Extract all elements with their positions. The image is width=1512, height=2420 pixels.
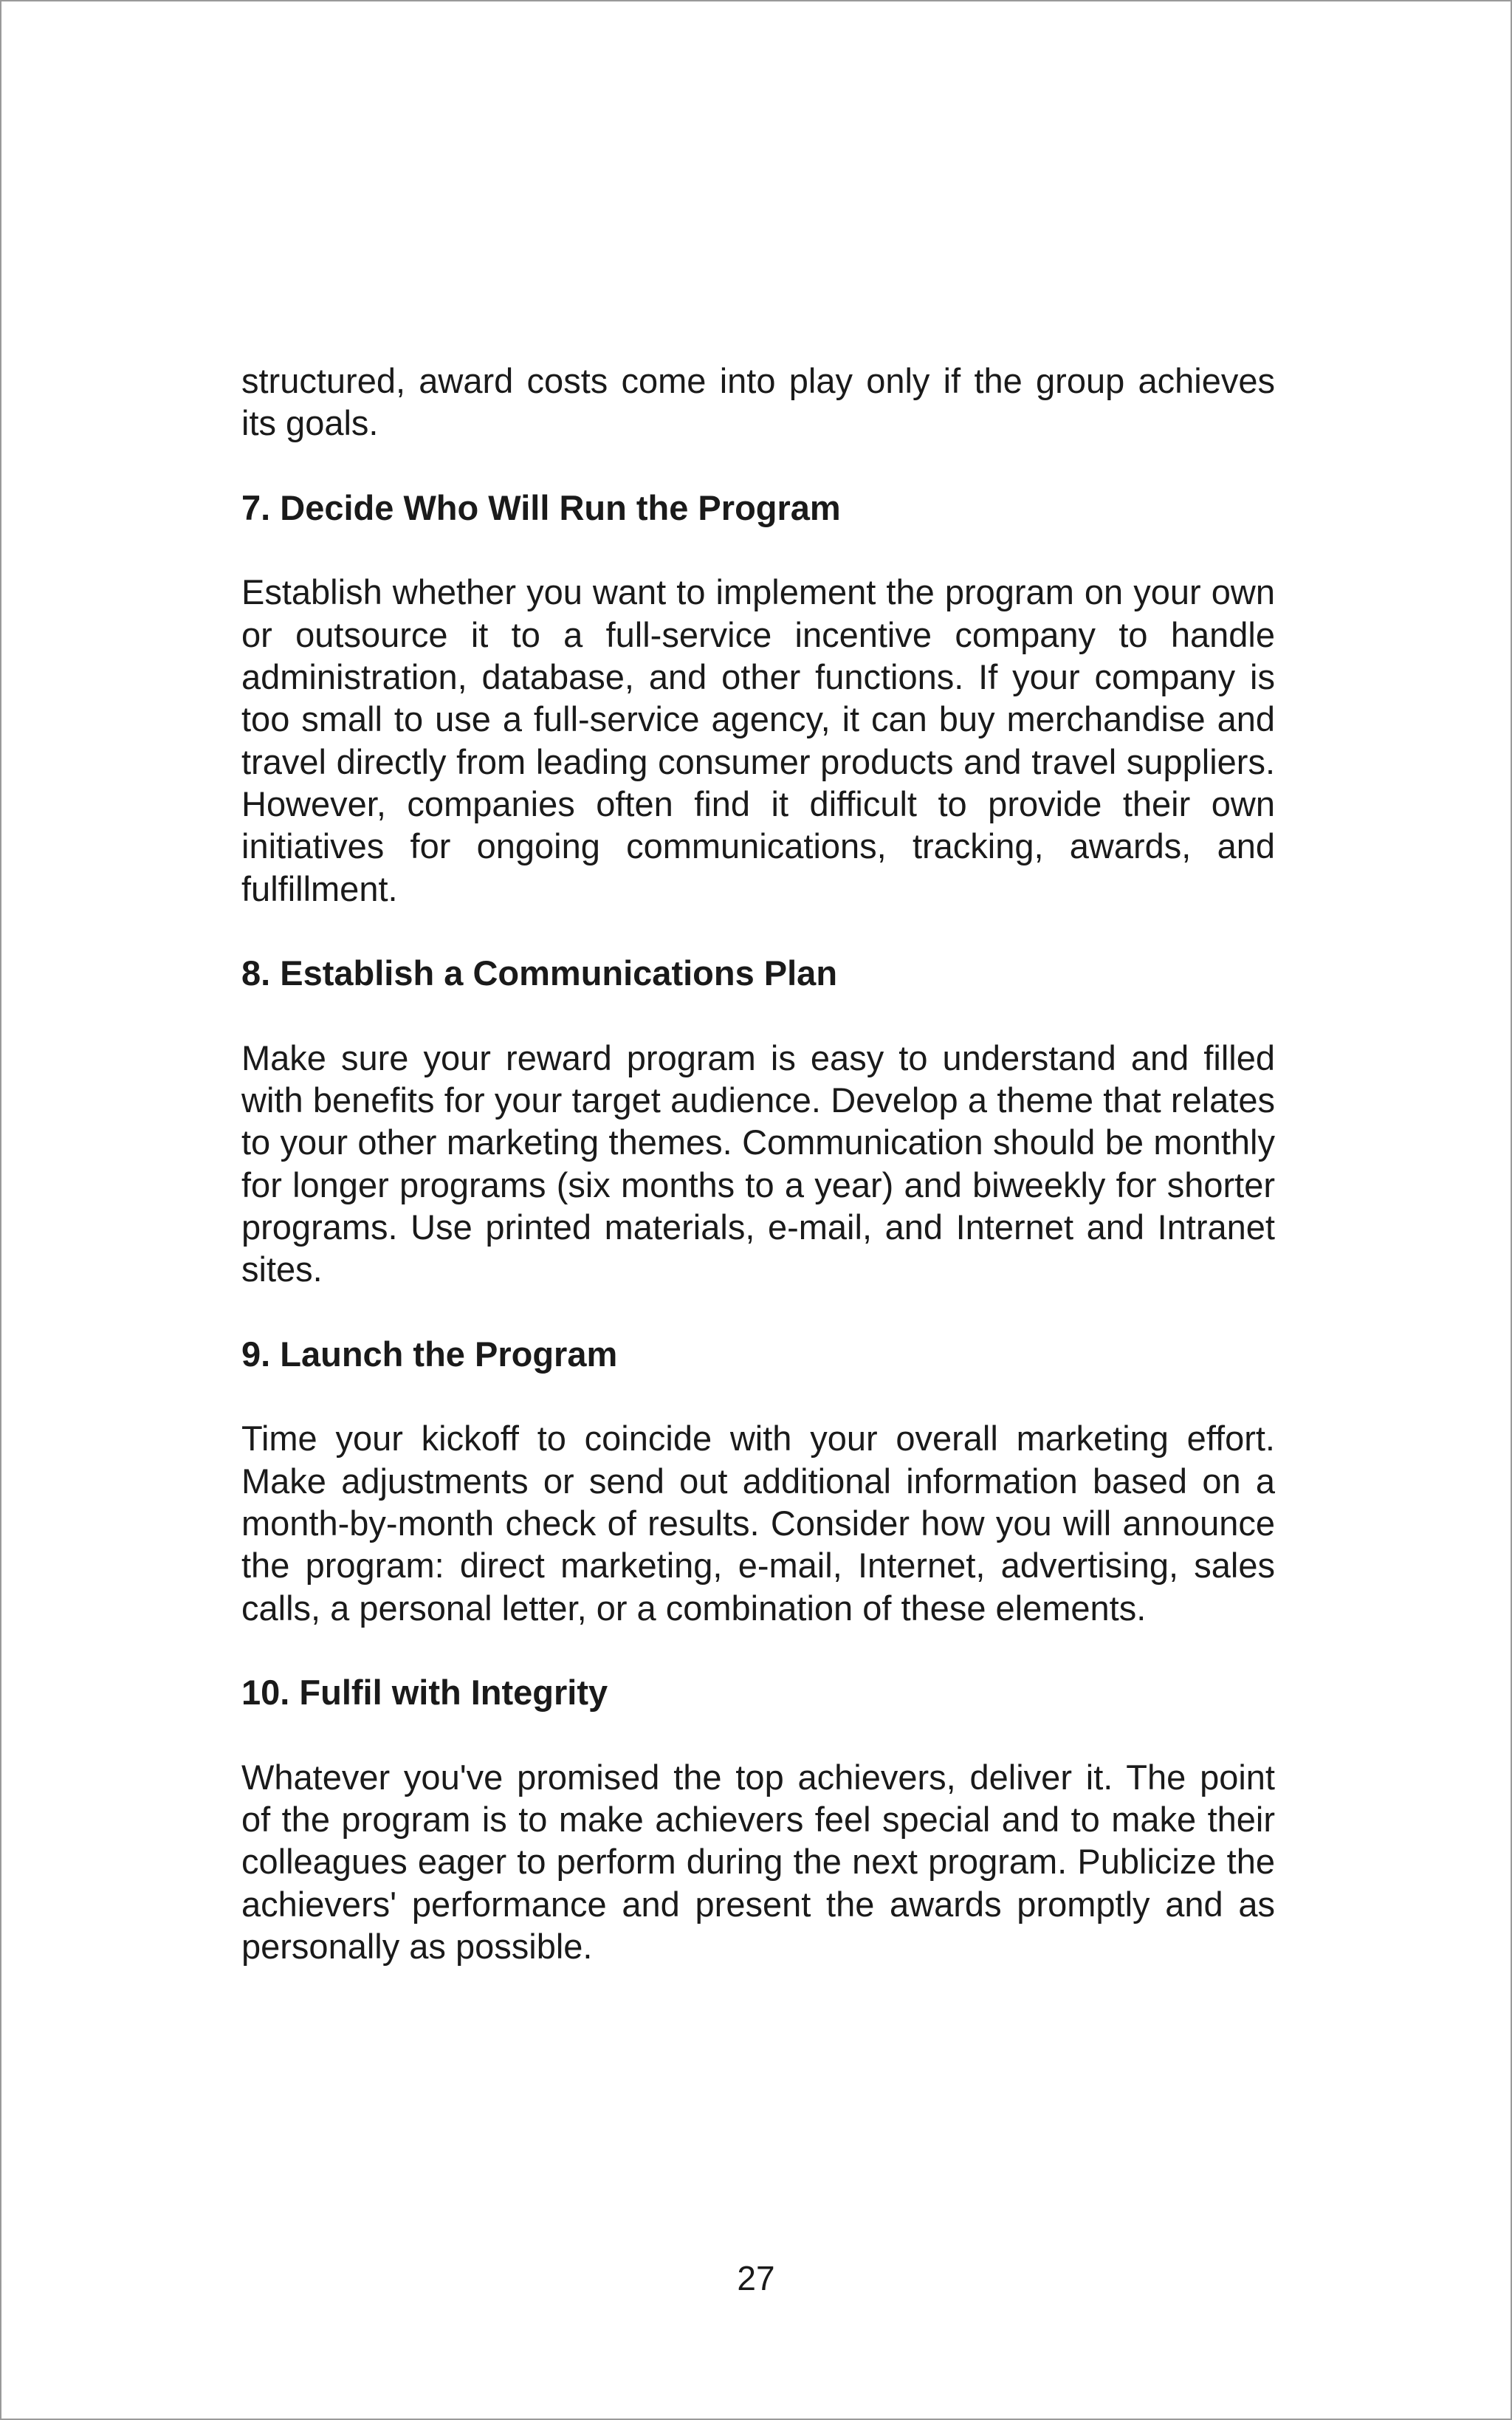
section-heading-8: 8. Establish a Communications Plan — [241, 953, 838, 993]
spacer — [241, 1714, 1275, 1756]
section-body-9: Time your kickoff to coincide with your overall marketing effort. Make adjustments or send out additional information based on a month-by-month check of results. Consider how you will announce the program: direct marketing, e-mail, Internet, advertising, sales calls, a personal letter, or a combination of these elements. — [241, 1419, 1275, 1628]
section-body-10: Whatever you've promised the top achievers, deliver it. The point of the program is to make achievers feel special and to make their colleagues eager to perform during the next program. Publicize the achievers' performance and present the awards promptly and as personally as possible. — [241, 1757, 1275, 1966]
section-heading-9: 9. Launch the Program — [241, 1334, 618, 1374]
spacer — [241, 529, 1275, 571]
section-heading-10: 10. Fulfil with Integrity — [241, 1673, 608, 1713]
spacer — [241, 1291, 1275, 1333]
intro-paragraph: structured, award costs come into play only if the group achieves its goals. — [241, 361, 1275, 443]
page-number: 27 — [737, 2259, 775, 2297]
spacer — [241, 1629, 1275, 1671]
spacer — [241, 994, 1275, 1036]
page-content — [241, 360, 1275, 1967]
spacer — [241, 910, 1275, 952]
spacer — [241, 1375, 1275, 1417]
section-body-7: Establish whether you want to implement the program on your own or outsource it to a full-service incentive company to handle administration, database, and other functions. If your company is too small to use a full-service agency, it can buy merchandise and travel directly from leading consumer products and travel suppliers. However, companies often find it difficult to provide their own initiatives for ongoing communications, tracking, awards, and fulfillment. — [241, 572, 1275, 908]
spacer — [241, 445, 1275, 487]
section-heading-7: 7. Decide Who Will Run the Program — [241, 487, 841, 527]
section-body-8: Make sure your reward program is easy to understand and filled with benefits for your target audience. Develop a theme that relates to your other marketing themes. Communication should be monthly for longer programs (six months to a year) and biweekly for shorter programs. Use printed materials, e-mail, and Internet and Intranet sites. — [241, 1038, 1275, 1289]
